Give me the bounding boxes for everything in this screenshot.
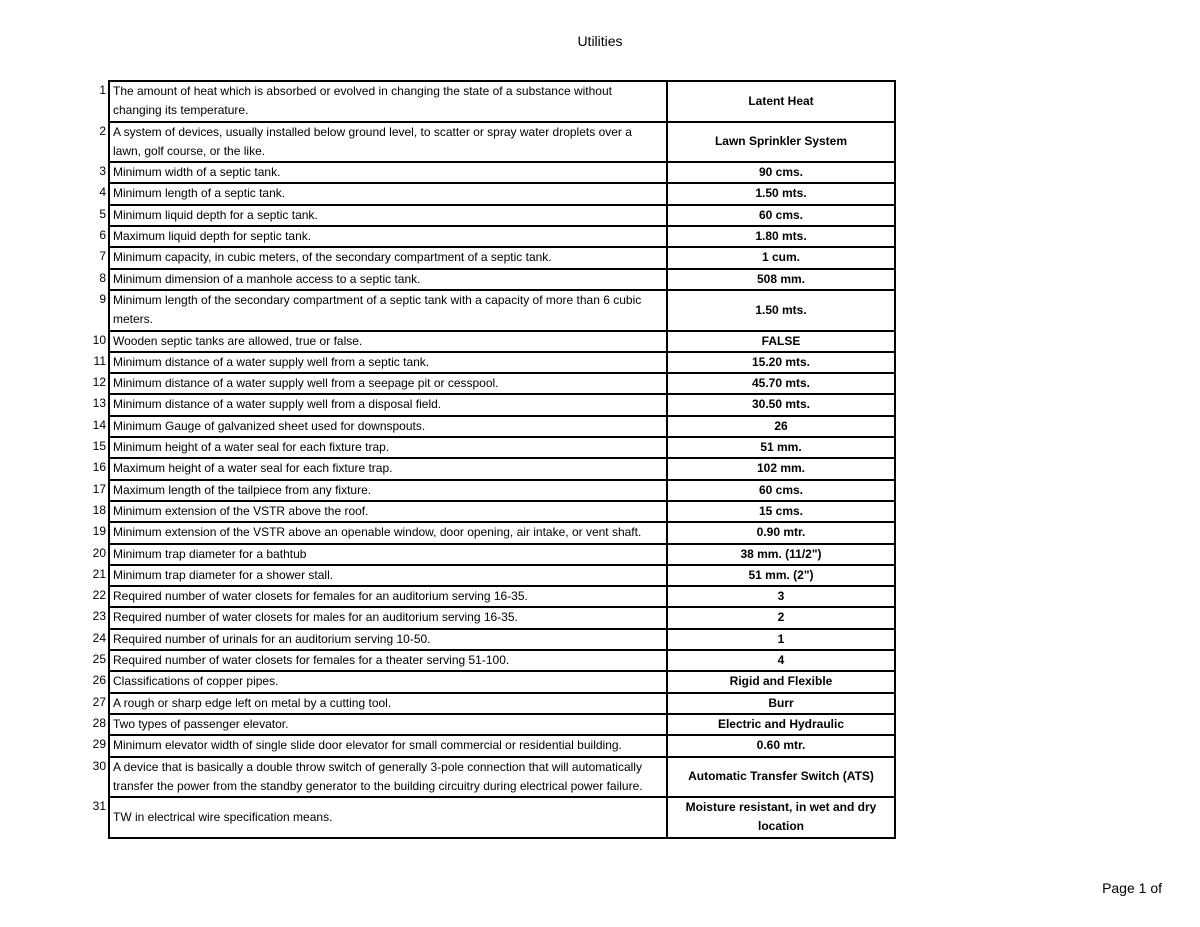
answer-cell: 0.90 mtr. (667, 522, 895, 543)
row-number: 4 (99, 185, 106, 200)
table-row (80, 565, 895, 586)
row-number: 20 (92, 545, 106, 560)
row-number: 14 (92, 417, 106, 432)
answer-cell: 508 mm. (667, 269, 895, 290)
table-row (80, 416, 895, 437)
answer-cell: 1 (667, 629, 895, 650)
table-row (80, 480, 895, 501)
question-cell: A system of devices, usually installed below ground level, to scatter or spray water droplets over a lawn, golf course, or the like. (109, 122, 667, 163)
row-number: 26 (92, 673, 106, 688)
table-row (80, 757, 895, 798)
table-row (80, 650, 895, 671)
question-cell: Wooden septic tanks are allowed, true or false. (109, 331, 667, 352)
question-cell: Minimum distance of a water supply well from a seepage pit or cesspool. (109, 373, 667, 394)
row-number: 15 (92, 439, 106, 454)
row-number: 18 (92, 502, 106, 517)
question-cell: Required number of water closets for females for a theater serving 51-100. (109, 650, 667, 671)
table-row (80, 352, 895, 373)
answer-cell: 102 mm. (667, 458, 895, 479)
row-number: 23 (92, 609, 106, 624)
table-row (80, 331, 895, 352)
question-cell: A device that is basically a double throw switch of generally 3-pole connection that will automatically transfer the power from the standby generator to the building circuitry during electrical power failure. (109, 757, 667, 798)
answer-cell: 1.80 mts. (667, 226, 895, 247)
question-cell: Required number of water closets for males for an auditorium serving 16-35. (109, 607, 667, 628)
question-cell: Minimum height of a water seal for each fixture trap. (109, 437, 667, 458)
answer-cell: 45.70 mts. (667, 373, 895, 394)
question-cell: Minimum distance of a water supply well from a septic tank. (109, 352, 667, 373)
answer-cell: Rigid and Flexible (667, 671, 895, 692)
answer-cell: 4 (667, 650, 895, 671)
question-cell: Classifications of copper pipes. (109, 671, 667, 692)
answer-cell: Electric and Hydraulic (667, 714, 895, 735)
table-row (80, 458, 895, 479)
answer-cell: Burr (667, 693, 895, 714)
answer-cell: 30.50 mts. (667, 394, 895, 415)
row-number: 5 (99, 206, 106, 221)
table-row (80, 629, 895, 650)
answer-cell: 60 cms. (667, 205, 895, 226)
page-footer: Page 1 of (1102, 880, 1162, 896)
row-number: 30 (92, 758, 106, 773)
answer-cell: 1 cum. (667, 247, 895, 268)
table-row (80, 501, 895, 522)
table-row (80, 607, 895, 628)
table-row (80, 735, 895, 756)
answer-cell: 15.20 mts. (667, 352, 895, 373)
question-cell: Minimum length of the secondary compartment of a septic tank with a capacity of more than 6 cubic meters. (109, 290, 667, 331)
question-cell: Minimum distance of a water supply well from a disposal field. (109, 394, 667, 415)
answer-cell: 60 cms. (667, 480, 895, 501)
answer-cell: FALSE (667, 331, 895, 352)
table-row (80, 162, 895, 183)
row-number: 3 (99, 164, 106, 179)
row-number: 7 (99, 249, 106, 264)
row-number: 22 (92, 588, 106, 603)
table-row (80, 290, 895, 331)
question-cell: Minimum trap diameter for a shower stall. (109, 565, 667, 586)
page-title: Utilities (577, 33, 623, 49)
row-number: 10 (92, 332, 106, 347)
row-number: 21 (92, 566, 106, 581)
question-cell: Minimum dimension of a manhole access to a septic tank. (109, 269, 667, 290)
questions-table-body (80, 81, 895, 838)
question-cell: The amount of heat which is absorbed or evolved in changing the state of a substance without changing its temperature. (109, 81, 667, 122)
row-number: 31 (92, 799, 106, 814)
answer-cell: Automatic Transfer Switch (ATS) (667, 757, 895, 798)
table-row (80, 437, 895, 458)
question-cell: A rough or sharp edge left on metal by a cutting tool. (109, 693, 667, 714)
row-number: 12 (92, 375, 106, 390)
question-cell: Minimum liquid depth for a septic tank. (109, 205, 667, 226)
table-row (80, 714, 895, 735)
questions-table (80, 80, 896, 839)
answer-cell: Latent Heat (667, 81, 895, 122)
row-number: 19 (92, 524, 106, 539)
row-number: 6 (99, 228, 106, 243)
table-row (80, 269, 895, 290)
row-number: 2 (99, 123, 106, 138)
row-number: 9 (99, 291, 106, 306)
table-row (80, 122, 895, 163)
table-row (80, 522, 895, 543)
table-row (80, 81, 895, 122)
table-row (80, 693, 895, 714)
question-cell: Minimum extension of the VSTR above an openable window, door opening, air intake, or vent shaft. (109, 522, 667, 543)
question-cell: Maximum liquid depth for septic tank. (109, 226, 667, 247)
table-row (80, 544, 895, 565)
question-cell: TW in electrical wire specification means. (109, 797, 667, 838)
question-cell: Maximum length of the tailpiece from any fixture. (109, 480, 667, 501)
table-row (80, 183, 895, 204)
row-number: 1 (99, 83, 106, 97)
row-number: 24 (92, 630, 106, 645)
question-cell: Two types of passenger elevator. (109, 714, 667, 735)
answer-cell: 0.60 mtr. (667, 735, 895, 756)
answer-cell: 2 (667, 607, 895, 628)
table-row (80, 797, 895, 838)
answer-cell: 90 cms. (667, 162, 895, 183)
answer-cell: 38 mm. (11/2") (667, 544, 895, 565)
question-cell: Minimum extension of the VSTR above the roof. (109, 501, 667, 522)
question-cell: Minimum width of a septic tank. (109, 162, 667, 183)
row-number: 17 (92, 481, 106, 496)
question-cell: Minimum length of a septic tank. (109, 183, 667, 204)
row-number: 27 (92, 694, 106, 709)
table-row (80, 226, 895, 247)
row-number: 29 (92, 737, 106, 752)
row-number: 8 (99, 270, 106, 285)
question-cell: Minimum capacity, in cubic meters, of the secondary compartment of a septic tank. (109, 247, 667, 268)
answer-cell: 3 (667, 586, 895, 607)
answer-cell: 1.50 mts. (667, 183, 895, 204)
row-number: 13 (92, 396, 106, 411)
table-row (80, 247, 895, 268)
row-number: 16 (92, 460, 106, 475)
table-row (80, 373, 895, 394)
question-cell: Minimum elevator width of single slide door elevator for small commercial or residential building. (109, 735, 667, 756)
answer-cell: 1.50 mts. (667, 290, 895, 331)
table-row (80, 586, 895, 607)
answer-cell: 15 cms. (667, 501, 895, 522)
question-cell: Minimum trap diameter for a bathtub (109, 544, 667, 565)
row-number: 28 (92, 715, 106, 730)
table-row (80, 205, 895, 226)
question-cell: Required number of water closets for females for an auditorium serving 16-35. (109, 586, 667, 607)
row-number: 11 (93, 353, 106, 368)
question-cell: Required number of urinals for an auditorium serving 10-50. (109, 629, 667, 650)
answer-cell: 51 mm. (667, 437, 895, 458)
question-cell: Maximum height of a water seal for each fixture trap. (109, 458, 667, 479)
table-row (80, 394, 895, 415)
table-row (80, 671, 895, 692)
answer-cell: 51 mm. (2") (667, 565, 895, 586)
question-cell: Minimum Gauge of galvanized sheet used for downspouts. (109, 416, 667, 437)
answer-cell: Moisture resistant, in wet and dry location (667, 797, 895, 838)
answer-cell: 26 (667, 416, 895, 437)
answer-cell: Lawn Sprinkler System (667, 122, 895, 163)
row-number: 25 (92, 652, 106, 667)
